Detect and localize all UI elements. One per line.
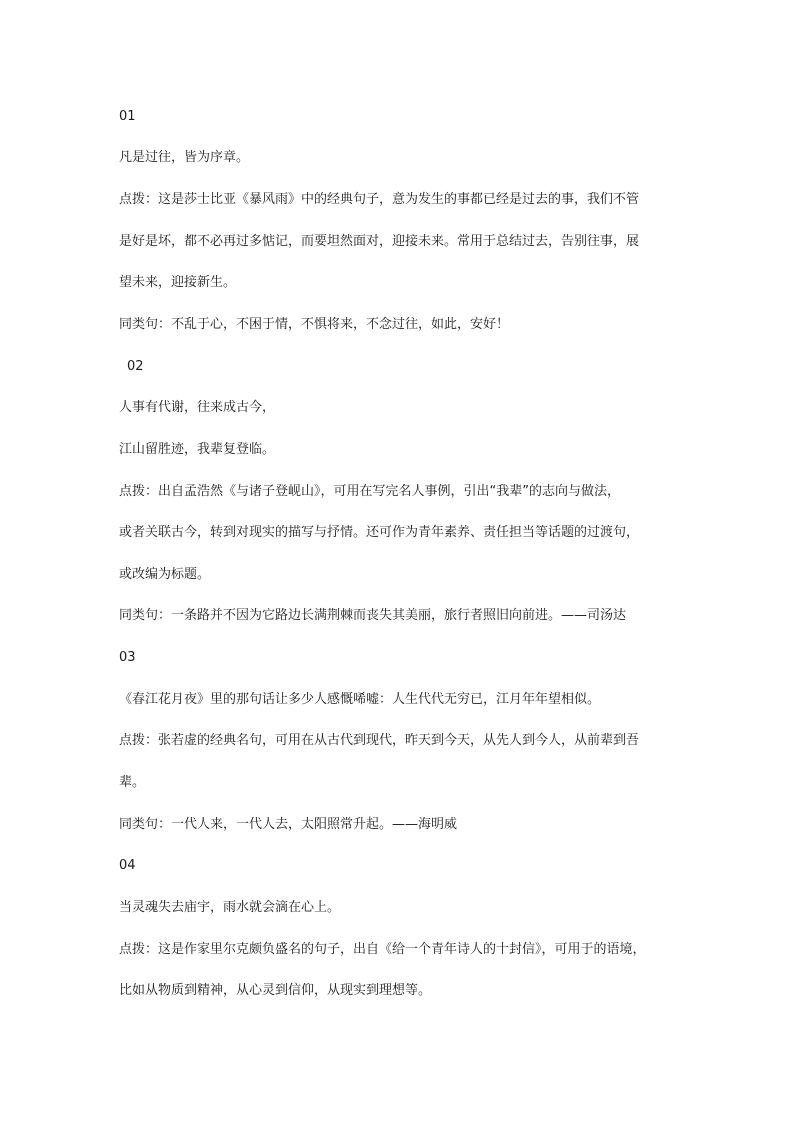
section-number: 03: [119, 650, 136, 665]
quote-line: 《春江花月夜》里的那句话让多少人感慨唏嘘：人生代代无穷已，江月年年望相似。: [119, 692, 601, 707]
similar-sentence: 同类句：不乱于心，不困于情，不惧将来，不念过往，如此，安好！: [119, 317, 510, 332]
similar-sentence: 同类句：一条路并不因为它路边长满荆棘而丧失其美丽，旅行者照旧向前进。——司汤达: [119, 608, 627, 623]
comment-line: 点拨：张若虚的经典名句，可用在从古代到现代，昨天到今天，从先人到今人，从前辈到吾: [119, 733, 640, 748]
section-number: 02: [127, 359, 144, 374]
quote-line: 人事有代谢，往来成古今，: [119, 400, 276, 415]
section-number: 01: [119, 109, 136, 124]
similar-sentence: 同类句：一代人来，一代人去，太阳照常升起。——海明威: [119, 817, 458, 832]
comment-line: 比如从物质到精神，从心灵到信仰，从现实到理想等。: [119, 983, 432, 998]
quote-line: 凡是过往，皆为序章。: [119, 150, 250, 165]
comment-line: 望未来，迎接新生。: [119, 275, 237, 290]
quote-line: 当灵魂失去庙宇，雨水就会滴在心上。: [119, 900, 341, 915]
comment-line: 点拨：这是作家里尔克颇负盛名的句子，出自《给一个青年诗人的十封信》，可用于的语境，: [119, 942, 646, 957]
quote-line: 江山留胜迹，我辈复登临。: [119, 442, 276, 457]
comment-line: 或改编为标题。: [119, 567, 211, 582]
comment-line: 点拨：这是莎士比亚《暴风雨》中的经典句子，意为发生的事都已经是过去的事，我们不管: [119, 192, 640, 207]
comment-line: 辈。: [119, 775, 146, 790]
comment-line: 或者关联古今，转到对现实的描写与抒情。还可作为青年素养、责任担当等话题的过渡句，: [119, 525, 640, 540]
comment-line: 是好是坏，都不必再过多惦记，而要坦然面对，迎接未来。常用于总结过去，告别往事，展: [119, 234, 640, 249]
section-number: 04: [119, 858, 136, 873]
comment-line: 点拨：出自孟浩然《与诸子登岘山》，可用在写完名人事例，引出“我辈”的志向与做法，: [119, 484, 620, 499]
